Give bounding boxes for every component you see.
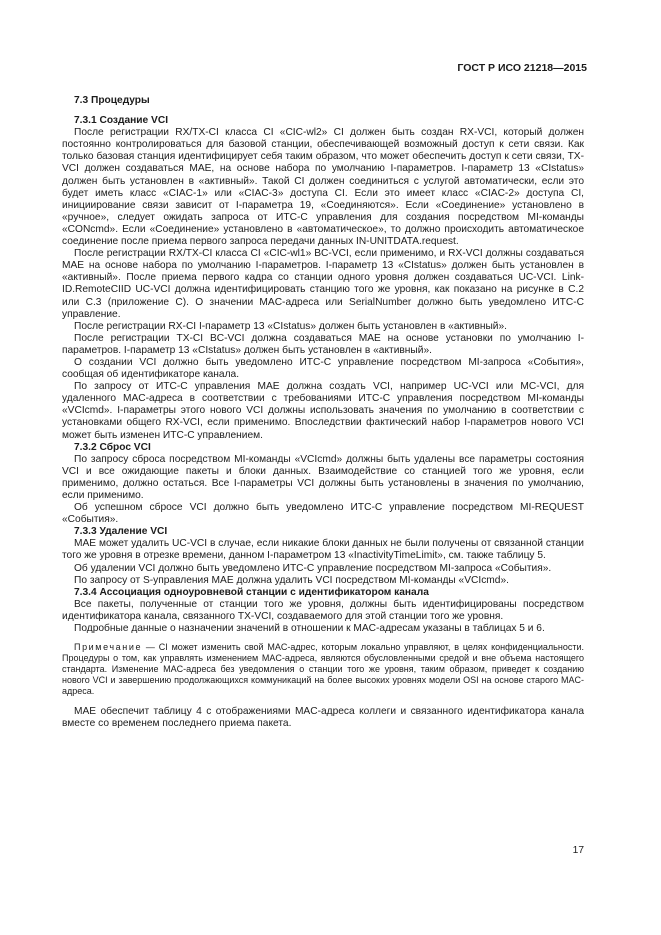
document-body xyxy=(62,95,584,730)
note-label: Примечание xyxy=(74,642,143,653)
section-title: 7.3 Процедуры xyxy=(74,95,150,106)
paragraph: MAE может удалить UC-VCI в случае, если никакие блоки данных не были получены от связанной станции того же уровня в отрезке времени, данном I-параметром 13 «InactivityTimeLimit», см. также таблицу 5. xyxy=(62,538,584,562)
subsection-title-7-3-2: 7.3.2 Сброс VCI xyxy=(74,441,151,453)
paragraph: После регистрации RX/TX-CI класса CI «CIC-wl1» BC-VCI, если применимо, и RX-VCI должны создаваться MAE на основе набора по умолчанию I-параметров. I-параметр 13 «CIstatus» должен быть установлен в «активный». После приема первого кадра со станции одного уровня должен создаваться UC-VCI. Link-ID.RemoteCIID UC-VCI должна идентифицировать станцию того же уровня, как показано на рисунке в С.2 или С.3 (приложение С). О значении MAC-адреса или SerialNumber должно быть уведомлено ИТС-С управление. xyxy=(62,248,584,320)
paragraph: По запросу сброса посредством MI-команды «VCIcmd» должны быть удалены все параметры состояния VCI и все ожидающие пакеты и блоки данных. Взаимодействие со станцией того же уровня, если применимо, должно остаться. Все I-параметры VCI должны быть установлены в значения по умолчанию, если применимо. xyxy=(62,453,584,501)
paragraph: MAE обеспечит таблицу 4 с отображениями MAC-адреса коллеги и связанного идентификатора канала вместе со временем последнего приема пакета. xyxy=(62,706,584,730)
paragraph: После регистрации TX-CI BC-VCI должна создаваться MAE на основе установки по умолчанию I-параметров. I-параметр 13 «CIstatus» должен быть установлен в «активный». xyxy=(62,332,584,356)
paragraph: После регистрации RX-CI I-параметр 13 «CIstatus» должен быть установлен в «активный». xyxy=(74,320,507,332)
note-text: — CI может изменить свой MAC-адрес, которым локально управляют, в целях конфиденциальности. Процедуры о том, как управлять изменением MAC-адреса, являются обусловленными средой и вне объема настоящего стандарта. Изменение MAC-адреса без уведомления о станции того же уровня, таким образом, приведет к созданию нового VCI и завершению продолжающихся коммуникаций на более высоких уровнях модели OSI на основе старого MAC-адреса. xyxy=(62,642,584,697)
note xyxy=(62,642,584,697)
page-number: 17 xyxy=(572,845,584,856)
paragraph: По запросу от S-управления MAE должна удалить VCI посредством MI-команды «VCIcmd». xyxy=(74,574,509,586)
paragraph: О создании VCI должно быть уведомлено ИТС-С управление посредством MI-запроса «События», сообщая об идентификаторе канала. xyxy=(62,356,584,381)
paragraph: Об удалении VCI должно быть уведомлено ИТС-С управление посредством MI-запроса «События». xyxy=(74,562,552,574)
subsection-title-7-3-4: 7.3.4 Ассоциация одноуровневой станции с идентификатором канала xyxy=(74,586,429,598)
paragraph: Подробные данные о назначении значений в отношении к MAC-адресам указаны в таблицах 5 и 6. xyxy=(74,623,545,635)
subsection-title-7-3-1: 7.3.1 Создание VCI xyxy=(74,115,169,127)
paragraph: По запросу от ИТС-С управления MAE должна создать VCI, например UC-VCI или MC-VCI, для удаленного MAC-адреса в соответствии с требованиями ИТС-С управления посредством MI-команды «VCIcmd». I-параметры этого нового VCI должны использовать значения по умолчанию в соответствии с установками общего RX-VCI, если применимо. Впоследствии фактический набор I-параметров нового VCI может быть изменен ИТС-С управлением. xyxy=(62,381,584,441)
paragraph: После регистрации RX/TX-CI класса CI «CIC-wl2» CI должен быть создан RX-VCI, который должен постоянно контролироваться для базовой станции, обеспечивающей возможный доступ к сети связи. Как только базовая станция идентифицирует себя таким образом, что может обеспечить доступ к сети связи, TX-VCI должен создаваться MAE, на основе набора по умолчанию I-параметров. I-параметр 13 «CIstatus» должен быть установлен в «активный». Такой CI должен соединиться с услугой автоматически, если это будет иметь класс «CIAC-1» или «CIAC-3» доступа CI. Если это имеет класс «CIAC-2» доступа CI, инициирование связи зависит от I-параметра 19, «Соединяются». Если «Соединение» установлено в «ручное», следует ожидать запроса от ИТС-С управления для создания посредством MI-команды «CONcmd». Если «Соединение» установлено в «автоматическое», то должно происходить автоматическое соединение после приема первого запроса передачи данных IN-UNITDATA.request. xyxy=(62,127,584,248)
paragraph: Об успешном сбросе VCI должно быть уведомлено ИТС-С управление посредством MI-REQUEST «События». xyxy=(62,502,584,526)
standard-header: ГОСТ Р ИСО 21218—2015 xyxy=(457,62,587,74)
subsection-title-7-3-3: 7.3.3 Удаление VCI xyxy=(74,526,168,538)
paragraph: Все пакеты, полученные от станции того же уровня, должны быть идентифицированы посредством идентификатора канала, связанного TX-VCI, создаваемого для этой станции того же уровня. xyxy=(62,598,584,622)
